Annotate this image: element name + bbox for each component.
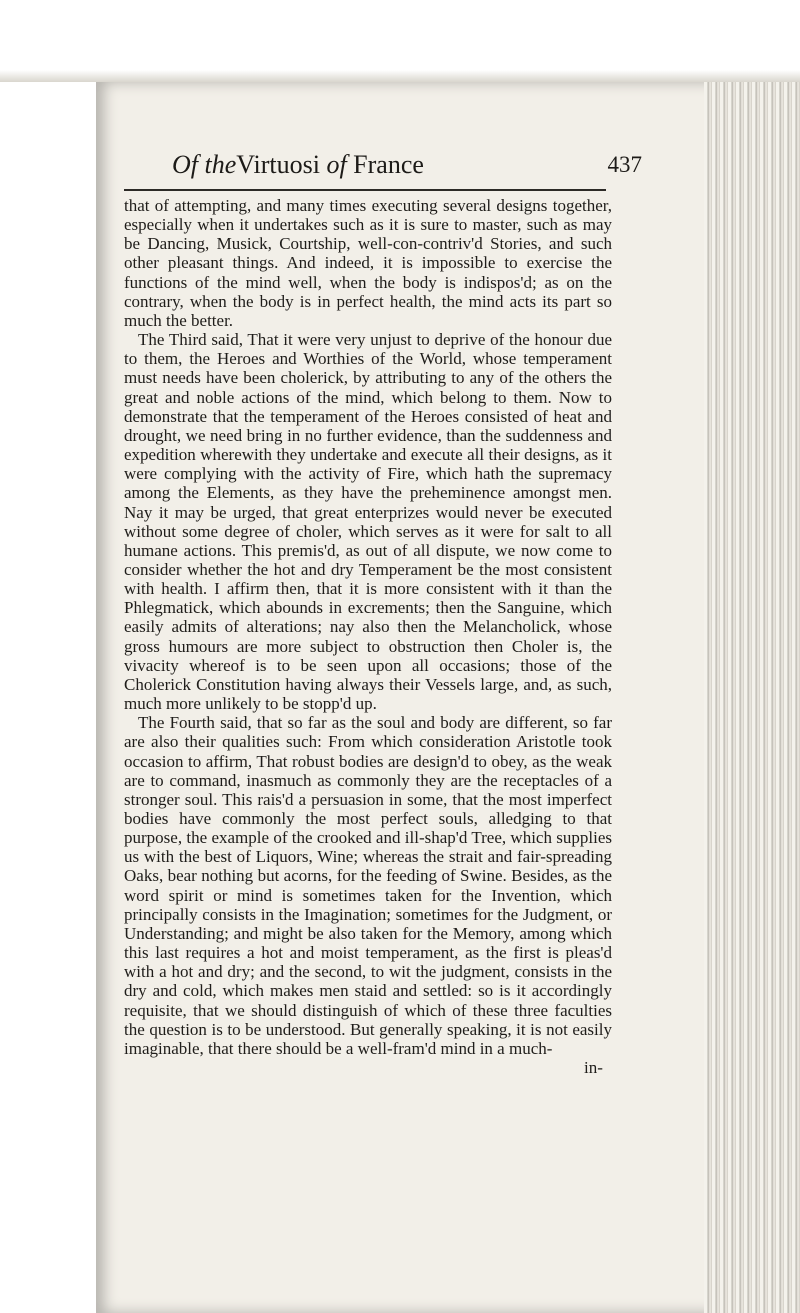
running-head-the: the <box>204 150 237 179</box>
running-head-virtuosi: Virtuosi <box>236 150 320 179</box>
running-head-of-2: of <box>326 150 347 179</box>
body-text <box>124 196 612 1058</box>
running-head-of: Of <box>172 150 198 179</box>
running-head-place: France <box>353 150 424 179</box>
header-rule <box>124 189 606 191</box>
top-margin <box>0 0 800 82</box>
page-edges <box>704 82 800 1313</box>
running-head <box>172 150 424 180</box>
paragraph-3: The Fourth said, that so far as the soul and body are different, so far are also their qualities such: From which consideration Aristotle took occasion to affirm, That robust bodies are design'd to obey, as the weak are to command, inasmuch as commonly they are the receptacles of a stronger soul. This rais'd a persuasion in some, that the most imperfect bodies have commonly the most perfect souls, alledging to that purpose, the example of the crooked and ill-shap'd Tree, which supplies us with the best of Liquors, Wine; whereas the strait and fair-spreading Oaks, bear nothing but acorns, for the feeding of Swine. Besides, as the word spirit or mind is sometimes taken for the Invention, which principally consists in the Imagination; sometimes for the Judgment, or Understanding; and might be also taken for the Memory, among which this last requires a hot and moist temperament, as the first is pleas'd with a hot and dry; and the second, to wit the judgment, consists in the dry and cold, which makes men staid and settled: so is it accordingly requisite, that we should distinguish of which of these three faculties the question is to be understood. But generally speaking, it is not easily imaginable, that there should be a well-fram'd mind in a much- <box>124 713 612 1058</box>
paragraph-2: The Third said, That it were very unjust to deprive of the honour due to them, the Heroes and Worthies of the World, whose temperament must needs have been cholerick, by attributing to any of the others the great and noble actions of the mind, which belong to them. Now to demonstrate that the temperament of the Heroes consisted of heat and drought, we need bring in no further evidence, than the suddenness and expedition wherewith they undertake and execute all their designs, as it were complying with the activity of Fire, which hath the supremacy among the Elements, as they have the preheminence amongst men. Nay it may be urged, that great enterprizes would never be executed without some degree of choler, which serves as it were for salt to all humane actions. This premis'd, as out of all dispute, we now come to consider whether the hot and dry Temperament be the most consistent with health. I affirm then, that it is more consistent with it than the Phlegmatick, which abounds in excrements; then the Sanguine, which easily admits of alterations; nay also then the Melancholick, whose gross humours are more subject to obstruction then Choler is, the vivacity whereof is to be seen upon all occasions; those of the Cholerick Constitution having always their Vessels large, and, as such, much more unlikely to be stopp'd up. <box>124 330 612 714</box>
page-number: 437 <box>607 152 642 177</box>
catchword: in- <box>584 1058 603 1077</box>
paragraph-1: that of attempting, and many times executing several designs together, especially when it undertakes such as it is sure to master, such as may be Dancing, Musick, Courtship, well-con-contriv'd Stories, and such other pleasant things. And indeed, it is impossible to exercise the functions of the mind well, when the body is indispos'd; as on the contrary, when the body is in perfect health, the mind acts its part so much the better. <box>124 196 612 330</box>
page-header <box>172 150 642 190</box>
